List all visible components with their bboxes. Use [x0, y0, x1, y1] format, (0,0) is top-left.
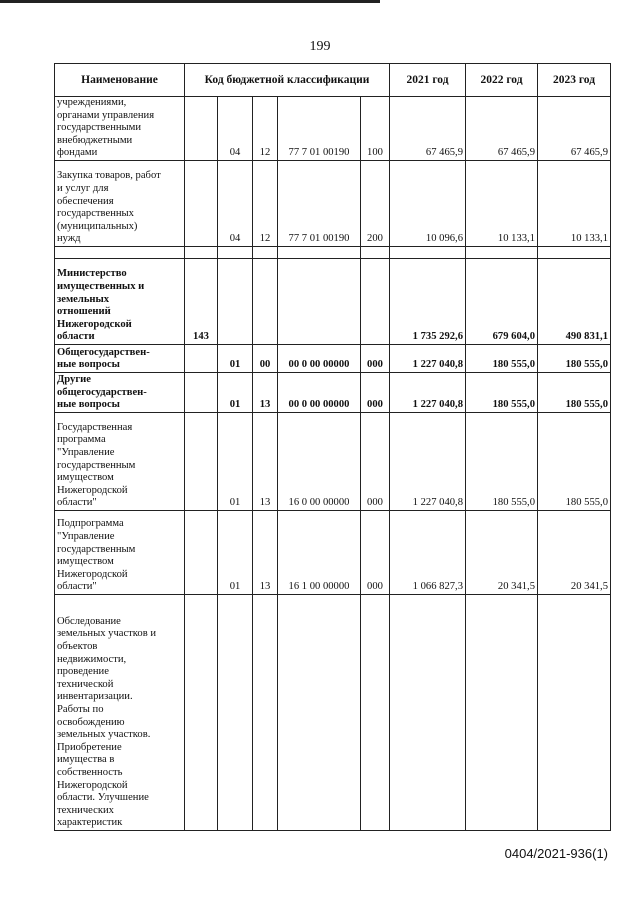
cell-admin [185, 344, 218, 372]
cell-expense-type: 000 [361, 510, 390, 594]
cell-2021: 67 465,9 [390, 97, 466, 161]
cell-2022: 679 604,0 [466, 258, 538, 344]
header-2021: 2021 год [390, 64, 466, 97]
cell-expense-type: 100 [361, 97, 390, 161]
top-edge-mark [0, 0, 380, 3]
row-name: Обследование земельных участков и объектов недвижимости, проведение технической инвентаризации. Работы по освобождению земельных участков. Приобретение имущества в собственность Нижегородской области. Улучшение технических характеристик [57, 615, 157, 829]
header-2023: 2023 год [538, 64, 611, 97]
row-name: Министерство имущественных и земельных отношений Нижегородской области [57, 268, 145, 343]
cell-2023: 180 555,0 [538, 412, 611, 510]
cell-expense-type [361, 594, 390, 830]
header-name: Наименование [55, 64, 185, 97]
cell-2023: 180 555,0 [538, 344, 611, 372]
cell-target [278, 594, 361, 830]
cell-target: 00 0 00 00000 [278, 372, 361, 412]
cell-2022 [466, 594, 538, 830]
cell-admin [185, 372, 218, 412]
cell-target: 00 0 00 00000 [278, 344, 361, 372]
spacer-row [55, 246, 611, 258]
cell-2023: 490 831,1 [538, 258, 611, 344]
row-name: Общегосударствен- ные вопросы [57, 346, 150, 371]
cell-subsection: 12 [253, 97, 278, 161]
table-row [55, 344, 611, 372]
cell-target: 77 7 01 00190 [278, 160, 361, 246]
cell-2022: 67 465,9 [466, 97, 538, 161]
cell-subsection: 13 [253, 372, 278, 412]
cell-section [218, 258, 253, 344]
table-row [55, 372, 611, 412]
cell-admin [185, 160, 218, 246]
document-code: 0404/2021-936(1) [504, 846, 608, 861]
cell-target [278, 258, 361, 344]
row-name: учреждениями, органами управления государственными внебюджетными фондами [57, 97, 155, 159]
table-row [55, 510, 611, 594]
page-number: 199 [309, 39, 331, 54]
cell-subsection [253, 258, 278, 344]
cell-expense-type: 000 [361, 412, 390, 510]
cell-section: 04 [218, 97, 253, 161]
cell-section: 01 [218, 372, 253, 412]
cell-2023: 180 555,0 [538, 372, 611, 412]
cell-section: 01 [218, 412, 253, 510]
cell-admin [185, 510, 218, 594]
cell-subsection: 12 [253, 160, 278, 246]
table-row [55, 412, 611, 510]
cell-2021: 1 735 292,6 [390, 258, 466, 344]
cell-2023 [538, 594, 611, 830]
table-row [55, 594, 611, 830]
row-name: Подпрограмма "Управление государственным имуществом Нижегородской области" [57, 518, 136, 593]
cell-section: 01 [218, 344, 253, 372]
row-name: Закупка товаров, работ и услуг для обеспечения государственных (муниципальных) нужд [57, 170, 161, 245]
cell-2022: 180 555,0 [466, 344, 538, 372]
row-name: Другие общегосударствен- ные вопросы [57, 374, 147, 411]
cell-admin [185, 594, 218, 830]
cell-2021: 1 227 040,8 [390, 412, 466, 510]
cell-admin: 143 [185, 258, 218, 344]
cell-admin [185, 97, 218, 161]
table-row [55, 258, 611, 344]
cell-2021: 10 096,6 [390, 160, 466, 246]
cell-expense-type: 200 [361, 160, 390, 246]
cell-section: 04 [218, 160, 253, 246]
cell-2021: 1 227 040,8 [390, 344, 466, 372]
cell-2022: 180 555,0 [466, 372, 538, 412]
cell-subsection: 00 [253, 344, 278, 372]
cell-admin [185, 412, 218, 510]
cell-expense-type: 000 [361, 372, 390, 412]
cell-2022: 10 133,1 [466, 160, 538, 246]
cell-2021: 1 066 827,3 [390, 510, 466, 594]
cell-section: 01 [218, 510, 253, 594]
cell-2022: 20 341,5 [466, 510, 538, 594]
table-row [55, 160, 611, 246]
cell-expense-type: 000 [361, 344, 390, 372]
cell-subsection: 13 [253, 412, 278, 510]
cell-expense-type [361, 258, 390, 344]
row-name: Государственная программа "Управление государственным имуществом Нижегородской области" [57, 421, 136, 509]
cell-2021 [390, 594, 466, 830]
table-row [55, 97, 611, 161]
cell-2023: 20 341,5 [538, 510, 611, 594]
cell-target: 16 0 00 00000 [278, 412, 361, 510]
header-code: Код бюджетной классификации [185, 64, 390, 97]
cell-2022: 180 555,0 [466, 412, 538, 510]
cell-subsection [253, 594, 278, 830]
header-row [55, 64, 611, 97]
cell-2021: 1 227 040,8 [390, 372, 466, 412]
cell-2023: 67 465,9 [538, 97, 611, 161]
budget-table [54, 63, 611, 831]
cell-subsection: 13 [253, 510, 278, 594]
cell-section [218, 594, 253, 830]
cell-target: 16 1 00 00000 [278, 510, 361, 594]
header-2022: 2022 год [466, 64, 538, 97]
cell-2023: 10 133,1 [538, 160, 611, 246]
cell-target: 77 7 01 00190 [278, 97, 361, 161]
